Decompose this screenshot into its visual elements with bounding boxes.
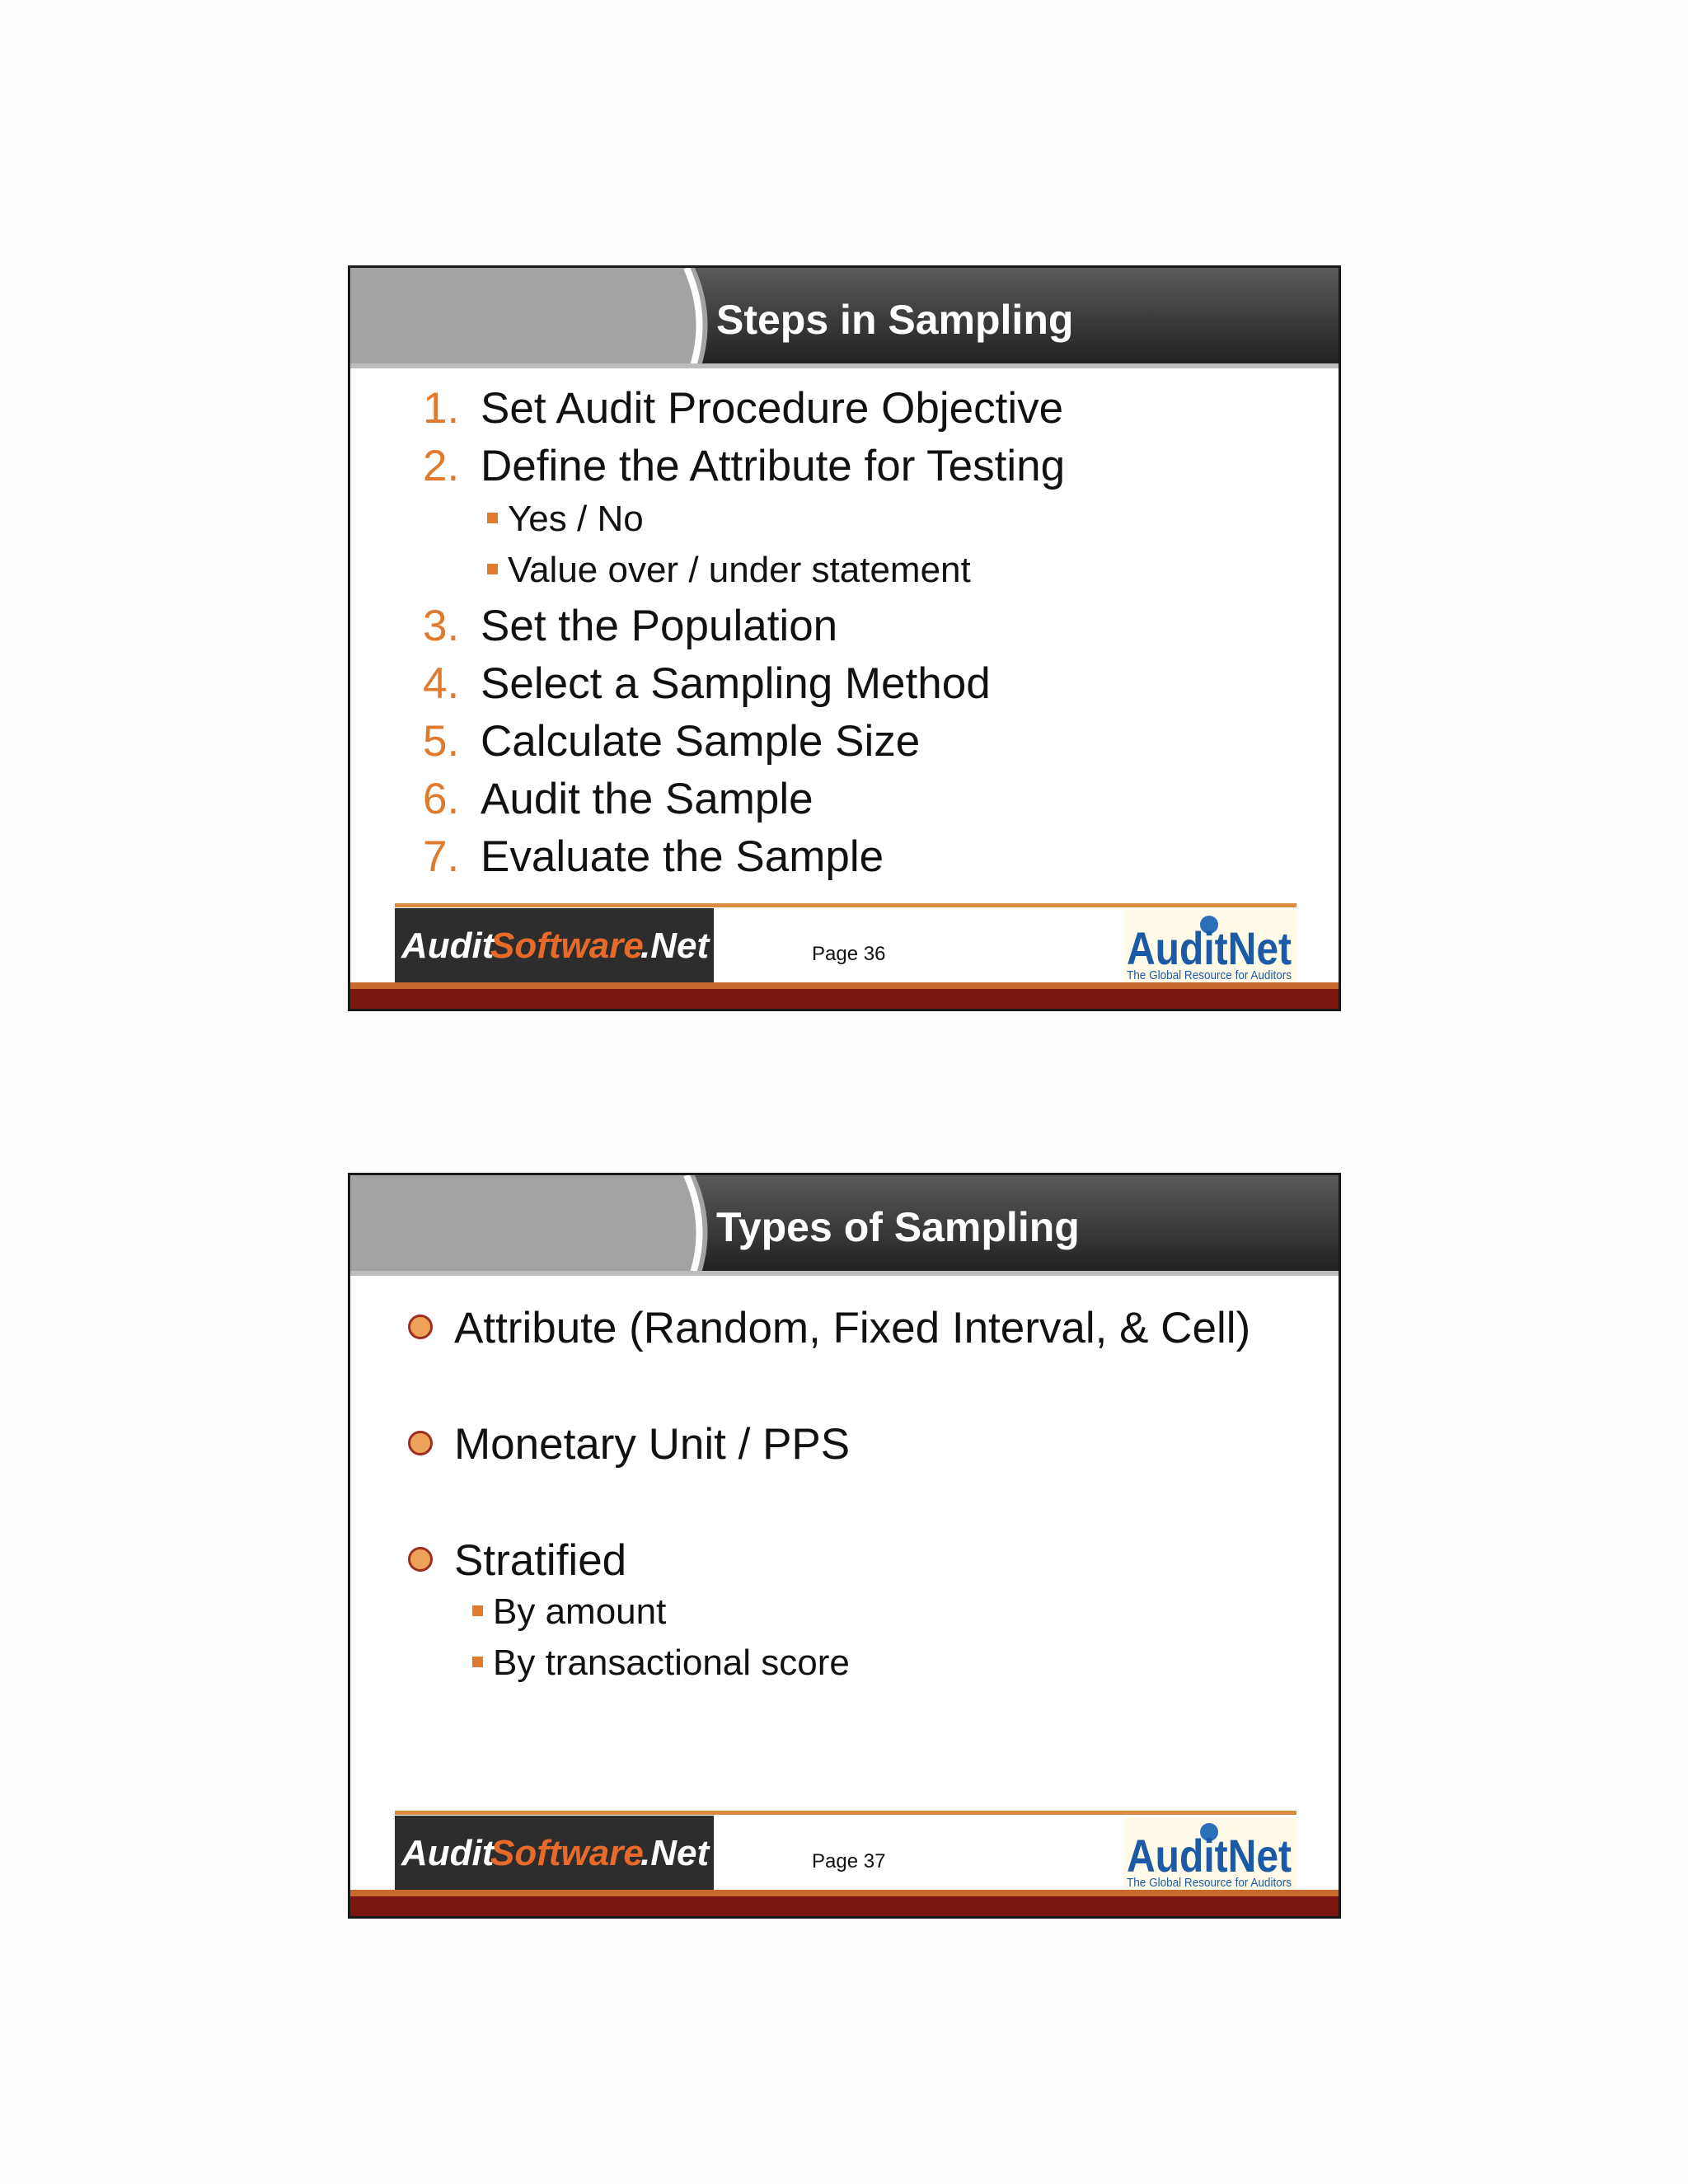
step-number: 2.: [423, 442, 460, 490]
logo-left-part2: Software: [490, 1833, 644, 1873]
step-row: [423, 832, 884, 889]
step-row: [423, 658, 991, 716]
step-item: [423, 658, 991, 716]
footer-band-red: [350, 989, 1339, 1009]
footer-band-orange: [350, 982, 1339, 989]
slide-header: [350, 1175, 1339, 1276]
logo-right-tagline: The Global Resource for Auditors: [1127, 968, 1292, 982]
square-bullet-icon: [472, 1657, 483, 1667]
logo-right-name: AuditNet: [1127, 922, 1292, 974]
auditnet-logo: [1123, 1817, 1296, 1891]
spacer: [408, 1472, 472, 1535]
slide-footer: [350, 903, 1339, 1009]
slide-types-of-sampling: [348, 1173, 1341, 1919]
logo-left-part1: Audit: [401, 926, 495, 966]
logo-left-part2: Software: [490, 926, 644, 966]
sub-item-text: Value over / under statement: [508, 550, 971, 590]
type-text: Stratified: [454, 1536, 627, 1585]
step-number: 6.: [423, 775, 460, 823]
page-number: Page 37: [812, 1850, 886, 1872]
step-text: Define the Attribute for Testing: [481, 442, 1066, 490]
logo-left-part3: .Net: [640, 926, 710, 966]
step-number: 1.: [423, 384, 460, 433]
step-number: 5.: [423, 717, 460, 766]
step-row: [423, 441, 1066, 499]
step-text: Select a Sampling Method: [481, 659, 991, 708]
step-item: [423, 441, 1066, 601]
type-item: [408, 1303, 1251, 1419]
step-row: [423, 774, 814, 832]
circle-bullet-icon: [408, 1431, 433, 1455]
step-row: [423, 601, 838, 658]
logo-right-name: AuditNet: [1127, 1830, 1292, 1882]
steps-list: [423, 383, 1066, 889]
type-item: [408, 1535, 850, 1694]
footer-band-orange: [350, 1890, 1339, 1896]
auditsoftware-logo: [395, 908, 714, 984]
slide-title: Steps in Sampling: [716, 297, 1074, 343]
type-text: Monetary Unit / PPS: [454, 1420, 851, 1469]
step-text: Calculate Sample Size: [481, 717, 921, 766]
step-row: [423, 716, 921, 774]
step-item: [423, 832, 884, 889]
step-number: 4.: [423, 659, 460, 708]
square-bullet-icon: [472, 1605, 483, 1616]
footer-divider: [395, 1811, 1296, 1815]
type-text: Attribute (Random, Fixed Interval, & Cell): [454, 1304, 1251, 1352]
slide-header: [350, 268, 1339, 368]
type-row: [408, 1303, 1251, 1356]
circle-bullet-icon: [408, 1315, 433, 1339]
sub-item-text: By transactional score: [493, 1643, 850, 1683]
step-number: 7.: [423, 832, 460, 881]
step-item: [423, 383, 1064, 441]
step-text: Audit the Sample: [481, 775, 814, 823]
auditsoftware-logo: [395, 1816, 714, 1891]
step-row: [423, 383, 1064, 441]
slide-title: Types of Sampling: [716, 1204, 1080, 1250]
spacer: [408, 1356, 472, 1419]
auditnet-logo: [1123, 910, 1296, 984]
footer-band-red: [350, 1896, 1339, 1916]
step-number: 3.: [423, 602, 460, 650]
slide-footer: [350, 1811, 1339, 1916]
page-number: Page 36: [812, 943, 886, 965]
step-text: Set Audit Procedure Objective: [481, 384, 1064, 433]
footer-divider: [395, 903, 1296, 907]
step-text: Set the Population: [481, 602, 838, 650]
logo-right-tagline: The Global Resource for Auditors: [1127, 1876, 1292, 1890]
logo-left-part3: .Net: [640, 1833, 710, 1873]
type-item: [408, 1419, 851, 1535]
sub-item-text: Yes / No: [508, 499, 644, 539]
step-item: [423, 774, 814, 832]
types-list: [408, 1303, 1251, 1694]
square-bullet-icon: [487, 564, 498, 574]
step-text: Evaluate the Sample: [481, 832, 884, 881]
square-bullet-icon: [487, 513, 498, 523]
type-row: [408, 1419, 851, 1472]
type-row: [408, 1535, 627, 1588]
step-item: [423, 601, 838, 658]
circle-bullet-icon: [408, 1547, 433, 1572]
slide-steps-in-sampling: [348, 265, 1341, 1011]
logo-left-part1: Audit: [401, 1833, 495, 1873]
step-item: [423, 716, 921, 774]
sub-item-text: By amount: [493, 1591, 667, 1632]
